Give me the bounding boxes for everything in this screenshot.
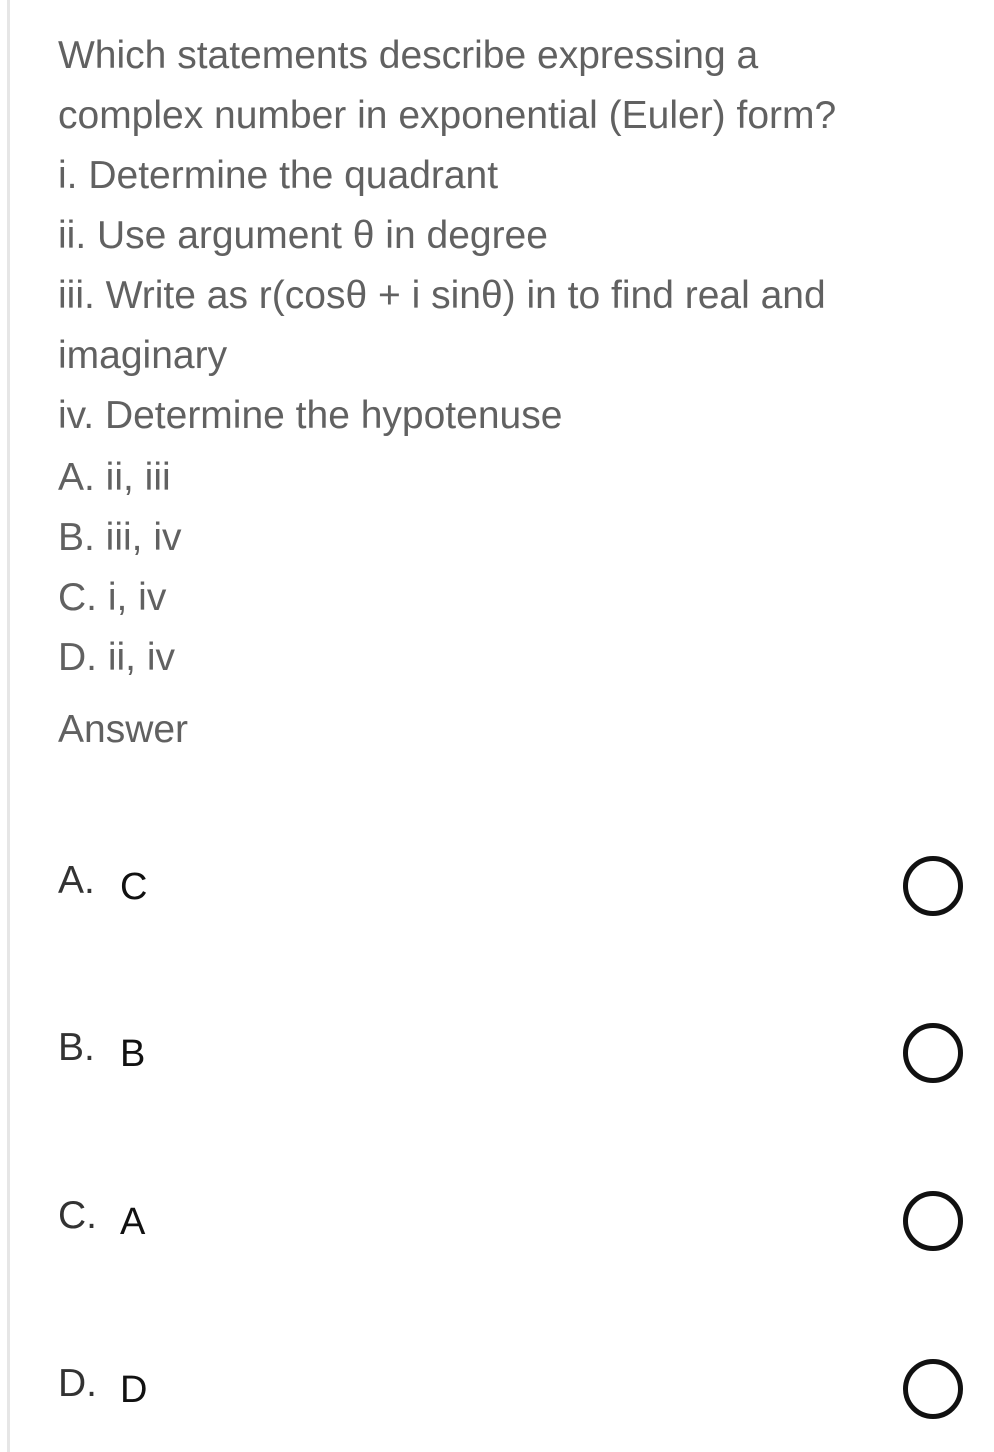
option-text: D — [120, 1369, 148, 1411]
question-line-1: Which statements describe expressing a — [58, 34, 759, 77]
statement-iii-continued: imaginary — [58, 334, 228, 377]
choice-a: A. ii, iii — [58, 456, 171, 499]
answer-label: Answer — [58, 708, 189, 751]
question-line-2: complex number in exponential (Euler) form? — [58, 94, 837, 137]
option-text: A — [120, 1201, 146, 1243]
option-letter: B. — [58, 1026, 95, 1069]
statement-iv: iv. Determine the hypotenuse — [58, 394, 563, 437]
option-letter: D. — [58, 1362, 97, 1405]
answer-option-b[interactable] — [0, 1013, 994, 1093]
option-text: C — [120, 866, 148, 908]
option-letter: C. — [58, 1194, 97, 1237]
question-block — [58, 26, 938, 760]
statement-iii: iii. Write as r(cosθ + i sinθ) in to find real and — [58, 274, 826, 317]
statement-ii: ii. Use argument θ in degree — [58, 214, 548, 257]
choice-d: D. ii, iv — [58, 636, 175, 679]
radio-button[interactable] — [903, 1191, 963, 1251]
statement-choices — [58, 448, 938, 688]
answer-option-a[interactable] — [0, 846, 994, 926]
option-letter: A. — [58, 859, 95, 902]
choice-b: B. iii, iv — [58, 516, 182, 559]
answer-option-c[interactable] — [0, 1181, 994, 1261]
option-text: B — [120, 1033, 146, 1075]
radio-button[interactable] — [903, 1023, 963, 1083]
statement-i: i. Determine the quadrant — [58, 154, 499, 197]
radio-button[interactable] — [903, 856, 963, 916]
answer-option-d[interactable] — [0, 1349, 994, 1429]
radio-button[interactable] — [903, 1359, 963, 1419]
choice-c: C. i, iv — [58, 576, 167, 619]
